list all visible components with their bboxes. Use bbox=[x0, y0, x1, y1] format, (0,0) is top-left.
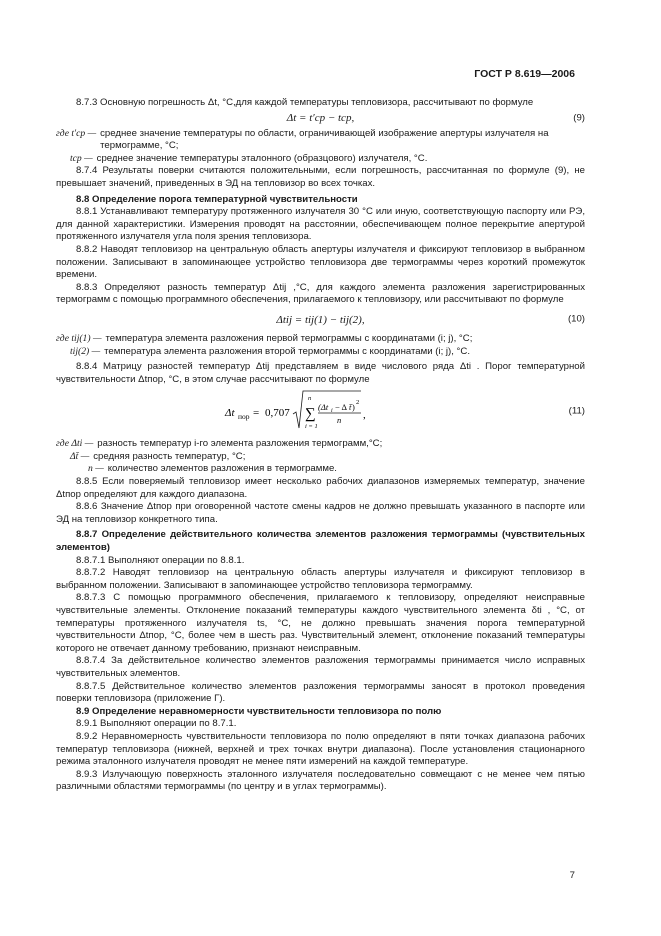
svg-text:Δt: Δt bbox=[224, 407, 235, 420]
paragraph-8-8-3: 8.8.3 Определяют разность температур Δtij ,°С, для каждого элемента разложения зарегистрированных термограмм с помощью программного обеспечения, прилагаемого к тепловизору, или рассчитывают по формуле bbox=[56, 281, 585, 306]
svg-text:(Δt: (Δt bbox=[317, 402, 328, 413]
svg-text:i: i bbox=[330, 408, 333, 415]
page-number: 7 bbox=[569, 870, 575, 881]
definition-body: количество элементов разложения в термограмме. bbox=[107, 463, 337, 475]
definition-t1 bbox=[56, 333, 585, 346]
definition-body: средняя разность температур, °С; bbox=[93, 450, 246, 462]
definition-term: tij(2) — bbox=[70, 345, 101, 357]
heading-8-9: 8.9 Определение неравномерности чувствительности тепловизора по полю bbox=[76, 705, 442, 717]
definition-delta-t-mean bbox=[56, 451, 585, 464]
paragraph-8-8-7-4: 8.8.7.4 За действительное количество элементов разложения термограммы принимается число исправных чувствительных элементов. bbox=[56, 655, 585, 679]
paragraph-8-8-7-5: 8.8.7.5 Действительное количество элементов разложения термограммы заносят в протокол проведения поверки тепловизора (приложение Г). bbox=[56, 680, 585, 705]
formula-11-number: (11) bbox=[568, 405, 585, 417]
document-body bbox=[56, 97, 585, 794]
paragraph-8-8-7-1: 8.8.7.1 Выполняют операции по 8.8.1. bbox=[76, 554, 245, 566]
formula-10-number: (10) bbox=[567, 313, 585, 325]
svg-text:): ) bbox=[351, 402, 355, 413]
formula-10 bbox=[56, 307, 585, 333]
definition-body: разность температур i-го элемента разложения термограмм,°С; bbox=[97, 438, 383, 450]
paragraph-8-9-1: 8.9.1 Выполняют операции по 8.7.1. bbox=[76, 718, 237, 730]
definition-term: где Δti — bbox=[56, 438, 94, 450]
svg-text:t̄: t̄ bbox=[348, 402, 351, 413]
definition-term: где t′ср — bbox=[56, 127, 97, 139]
formula-10-expression: Δtij = tij(1) − tij(2), bbox=[276, 313, 365, 326]
paragraph-8-9-3: 8.9.3 Излучающую поверхность эталонного излучателя последовательно совмещают с не менее чем пятью различными областями термограммы (по центру и в углах термограммы). bbox=[56, 768, 585, 793]
definition-term: где tij(1) — bbox=[56, 332, 102, 344]
definition-t-avg bbox=[56, 153, 585, 166]
definition-t-prime-avg bbox=[56, 128, 585, 153]
definition-term: n — bbox=[88, 463, 104, 475]
paragraph-8-8-7-2: 8.8.7.2 Наводят тепловизор на центральную область апертуры излучателя и фиксируют тепловизор в выбранном положении. Записывают в запоминающее устройство тепловизора термограмму. bbox=[56, 567, 585, 591]
svg-text:∑: ∑ bbox=[304, 406, 316, 423]
paragraph-8-8-7-3: 8.8.7.3 С помощью программного обеспечения, прилагаемого к тепловизору, определяют неисправные чувствительные элементы. Отклонение показаний температуры каждого чувствительного элемента δti , °С, от температуры протяженного излучателя ts, °С, не должно превышать значения порога температурной чувствительности Δtпор, °С, более чем в шесть раз. Чувствительный элемент, отклонение показаний температуры которого не отвечает данному требованию, признают неисправным. bbox=[56, 592, 585, 654]
definition-body: температура элемента разложения первой термограммы с координатами (i; j), °С; bbox=[105, 332, 473, 344]
formula-9-number: (9) bbox=[573, 112, 585, 124]
definition-term: Δt̄ — bbox=[70, 450, 90, 462]
formula-9 bbox=[56, 110, 585, 128]
paragraph-8-8-5: 8.8.5 Если поверяемый тепловизор имеет несколько рабочих диапазонов измеряемых температур, значение Δtпор определяют для каждого диапазона. bbox=[56, 476, 585, 500]
definition-body: среднее значение температуры эталонного (образцового) излучателя, °С. bbox=[96, 152, 428, 164]
svg-text:n: n bbox=[336, 415, 341, 426]
formula-11-expression bbox=[221, 388, 421, 436]
definition-body: среднее значение температуры по области, ограничивающей изображение апертуры излучателя на термограмме, °С; bbox=[100, 127, 549, 152]
paragraph-8-8-1: 8.8.1 Устанавливают температуру протяженного излучателя 30 °С или иную, соответствующую паспорту или РЭ, для данной характеристики. Измерения проводят на расстоянии, обеспечивающем полное перекрытие апертурой протяженного излучателя угла поля зрения тепловизора. bbox=[56, 206, 585, 243]
definition-delta-ti bbox=[56, 438, 585, 451]
paragraph-8-7-4: 8.7.4 Результаты поверки считаются положительными, если погрешность, рассчитанная по формуле (9), не превышает значений, приведенных в ЭД на тепловизор во всех точках. bbox=[56, 165, 585, 189]
paragraph-8-9-2: 8.9.2 Неравномерность чувствительности тепловизора по полю определяют в пяти точках диапазона рабочих температур тепловизора (нижней, верхней и трех точках внутри диапазона). После установления стационарного режима эталонного излучателя проводят не менее пяти измерений на каждой температуре. bbox=[56, 730, 585, 768]
definition-body: температура элемента разложения второй термограммы с координатами (i; j), °С. bbox=[104, 345, 470, 357]
svg-text:,: , bbox=[362, 409, 366, 422]
svg-text:пор: пор bbox=[237, 412, 250, 422]
svg-text:n: n bbox=[307, 395, 311, 403]
paragraph-8-8-2: 8.8.2 Наводят тепловизор на центральную область апертуры излучателя и фиксируют тепловизор в выбранном положении. Записывают в запоминающее устройство тепловизора две термограммы через короткий промежуток времени. bbox=[56, 243, 585, 281]
paragraph-8-8-4: 8.8.4 Матрицу разностей температур Δtij представляем в виде числового ряда Δti . Порог температурной чувствительности Δtпор, °С, в этом случае рассчитывают по формуле bbox=[56, 361, 585, 385]
formula-11 bbox=[56, 386, 585, 438]
svg-text:2: 2 bbox=[355, 399, 359, 407]
svg-text:− Δ: − Δ bbox=[334, 402, 347, 413]
heading-8-8: 8.8 Определение порога температурной чувствительности bbox=[76, 193, 358, 205]
document-code-header: ГОСТ Р 8.619—2006 bbox=[474, 68, 575, 80]
definition-t2 bbox=[56, 346, 585, 359]
svg-text:=: = bbox=[252, 407, 259, 420]
paragraph-8-8-6: 8.8.6 Значение Δtпор при оговоренной частоте смены кадров не должно превышать указанного в паспорте или ЭД на тепловизор конкретного типа. bbox=[56, 501, 585, 525]
svg-text:i = 1: i = 1 bbox=[304, 423, 318, 431]
svg-text:0,707: 0,707 bbox=[264, 407, 290, 420]
formula-9-expression: Δt = t′ср − tср, bbox=[286, 112, 355, 125]
definition-n bbox=[56, 463, 585, 476]
heading-8-8-7: 8.8.7 Определение действительного количества элементов разложения термограммы (чувствительных элементов) bbox=[56, 529, 585, 554]
definition-term: tср — bbox=[70, 152, 93, 164]
paragraph-8-7-3: 8.7.3 Основную погрешность Δt, °С,для каждой температуры тепловизора, рассчитывают по формуле bbox=[76, 97, 534, 108]
